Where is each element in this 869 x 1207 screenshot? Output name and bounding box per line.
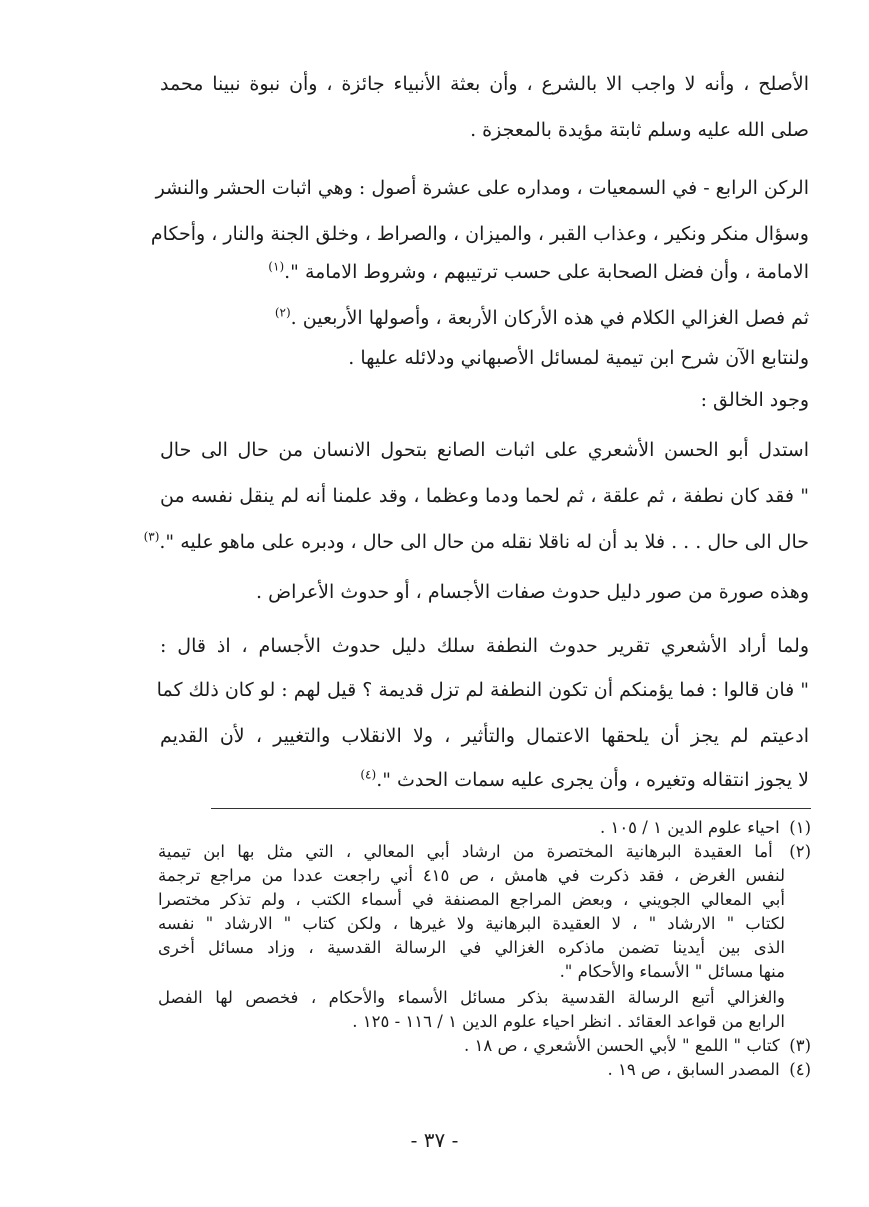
body-line xyxy=(143,528,809,556)
footnote-2-line xyxy=(158,888,785,912)
footnote-1 xyxy=(158,816,811,840)
footnote-ref: (٢) xyxy=(274,305,291,320)
body-text: الركن الرابع - في السمعيات ، ومداره على عشرة أصول : وهي اثبات الحشر والنشر xyxy=(155,177,809,199)
section-heading xyxy=(160,386,809,414)
footnote-text: الذى بين أيدينا تضمن ماذكره الغزالي في الرسالة القدسية ، وزاد مسائل أخرى xyxy=(158,938,785,957)
body-line xyxy=(160,578,809,606)
body-text: استدل أبو الحسن الأشعري على اثبات الصانع بتحول الانسان من حال الى حال xyxy=(160,439,809,461)
footnote-text: والغزالي أتبع الرسالة القدسية بذكر مسائل الأسماء والأحكام ، فخصص لها الفصل xyxy=(158,988,785,1007)
body-text: الامامة ، وأن فضل الصحابة على حسب ترتيبهم ، وشروط الامامة ". xyxy=(284,261,809,283)
body-text: لا يجوز انتقاله وتغيره ، وأن يجرى عليه سمات الحدث ". xyxy=(376,769,809,791)
footnote-2-line xyxy=(158,936,785,960)
footnote-2-line xyxy=(158,960,785,984)
footnote-2 xyxy=(158,840,811,864)
footnote-text: أما العقيدة البرهانية المختصرة من ارشاد أبي المعالي ، التي مثل بها ابن تيمية xyxy=(158,842,773,861)
footnote-2-line xyxy=(158,1010,785,1034)
footnote-text: منها مسائل " الأسماء والأحكام ". xyxy=(559,962,785,981)
body-line xyxy=(160,116,809,144)
footnote-number: (٣) xyxy=(789,1036,811,1055)
body-text: " فان قالوا : فما يؤمنكم أن تكون النطفة لم تزل قديمة ؟ قيل لهم : لو كان ذلك كما xyxy=(156,679,809,701)
footnote-text: كتاب " اللمع " لأبي الحسن الأشعري ، ص ١٨ . xyxy=(463,1036,780,1055)
footnote-4 xyxy=(158,1058,811,1082)
footnote-2-line xyxy=(158,864,785,888)
body-line xyxy=(155,174,809,202)
footnote-3 xyxy=(158,1034,811,1058)
footnote-text: أبي المعالي الجويني ، وبعض المراجع المصنفة في أسماء الكتب ، ولم تذكر مختصرا xyxy=(158,890,785,909)
body-text: وسؤال منكر ونكير ، وعذاب القبر ، والميزان ، والصراط ، وخلق الجنة والنار ، وأحكام xyxy=(150,223,809,245)
body-line xyxy=(160,436,809,464)
body-text: ثم فصل الغزالي الكلام في هذه الأركان الأربعة ، وأصولها الأربعين . xyxy=(290,307,809,329)
footnote-ref: (٤) xyxy=(360,767,377,782)
footnote-text: لنفس الغرض ، فقد ذكرت في هامش ، ص ٤١٥ أني راجعت عددا من مراجع ترجمة xyxy=(158,866,785,885)
body-line xyxy=(160,70,809,98)
footnote-2-line xyxy=(158,912,785,936)
body-text: " فقد كان نطفة ، ثم علقة ، ثم لحما ودما وعظما ، وقد علمنا أنه لم ينقل نفسه من xyxy=(160,485,809,507)
body-line xyxy=(150,220,809,248)
body-text: ادعيتم لم يجز أن يلحقها الاعتمال والتأثير ، ولا الانقلاب والتغيير ، لأن القديم xyxy=(160,725,809,747)
body-line xyxy=(160,344,809,372)
footnote-2-line xyxy=(158,986,785,1010)
page-number: - ٣٧ - xyxy=(410,1128,459,1152)
body-line xyxy=(160,766,809,794)
footnote-ref: (١) xyxy=(268,259,285,274)
footnote-separator xyxy=(211,808,811,809)
body-text: الأصلح ، وأنه لا واجب الا بالشرع ، وأن بعثة الأنبياء جائزة ، وأن نبوة نبينا محمد xyxy=(160,73,809,95)
body-text: ولنتابع الآن شرح ابن تيمية لمسائل الأصبهاني ودلائله عليها . xyxy=(348,347,809,369)
footnote-number: (٢) xyxy=(789,842,811,861)
footnote-number: (١) xyxy=(789,818,811,837)
body-text: صلى الله عليه وسلم ثابتة مؤيدة بالمعجزة . xyxy=(470,119,809,141)
body-text: وهذه صورة من صور دليل حدوث صفات الأجسام ، أو حدوث الأعراض . xyxy=(256,581,809,603)
footnote-text: الرابع من قواعد العقائد . انظر احياء علوم الدين ١ / ١١٦ - ١٢٥ . xyxy=(352,1012,785,1031)
body-line xyxy=(160,258,809,286)
body-line xyxy=(160,722,809,750)
heading-text: وجود الخالق : xyxy=(700,389,809,411)
body-line xyxy=(156,676,809,704)
body-text: حال الى حال . . . فلا بد أن له ناقلا نقله من حال الى حال ، ودبره على ماهو عليه ". xyxy=(159,531,809,553)
footnote-text: لكتاب " الارشاد " ، لا العقيدة البرهانية ولا غيرها ، ولكن كتاب " الارشاد " نفسه xyxy=(158,914,785,933)
body-line xyxy=(160,482,809,510)
body-line xyxy=(160,304,809,332)
body-line xyxy=(160,632,809,660)
footnote-ref: (٣) xyxy=(143,529,160,544)
footnote-text: المصدر السابق ، ص ١٩ . xyxy=(607,1060,780,1079)
footnote-number: (٤) xyxy=(789,1060,811,1079)
footnote-text: احياء علوم الدين ١ / ١٠٥ . xyxy=(599,818,780,837)
body-text: ولما أراد الأشعري تقرير حدوث النطفة سلك دليل حدوث الأجسام ، اذ قال : xyxy=(160,635,809,657)
